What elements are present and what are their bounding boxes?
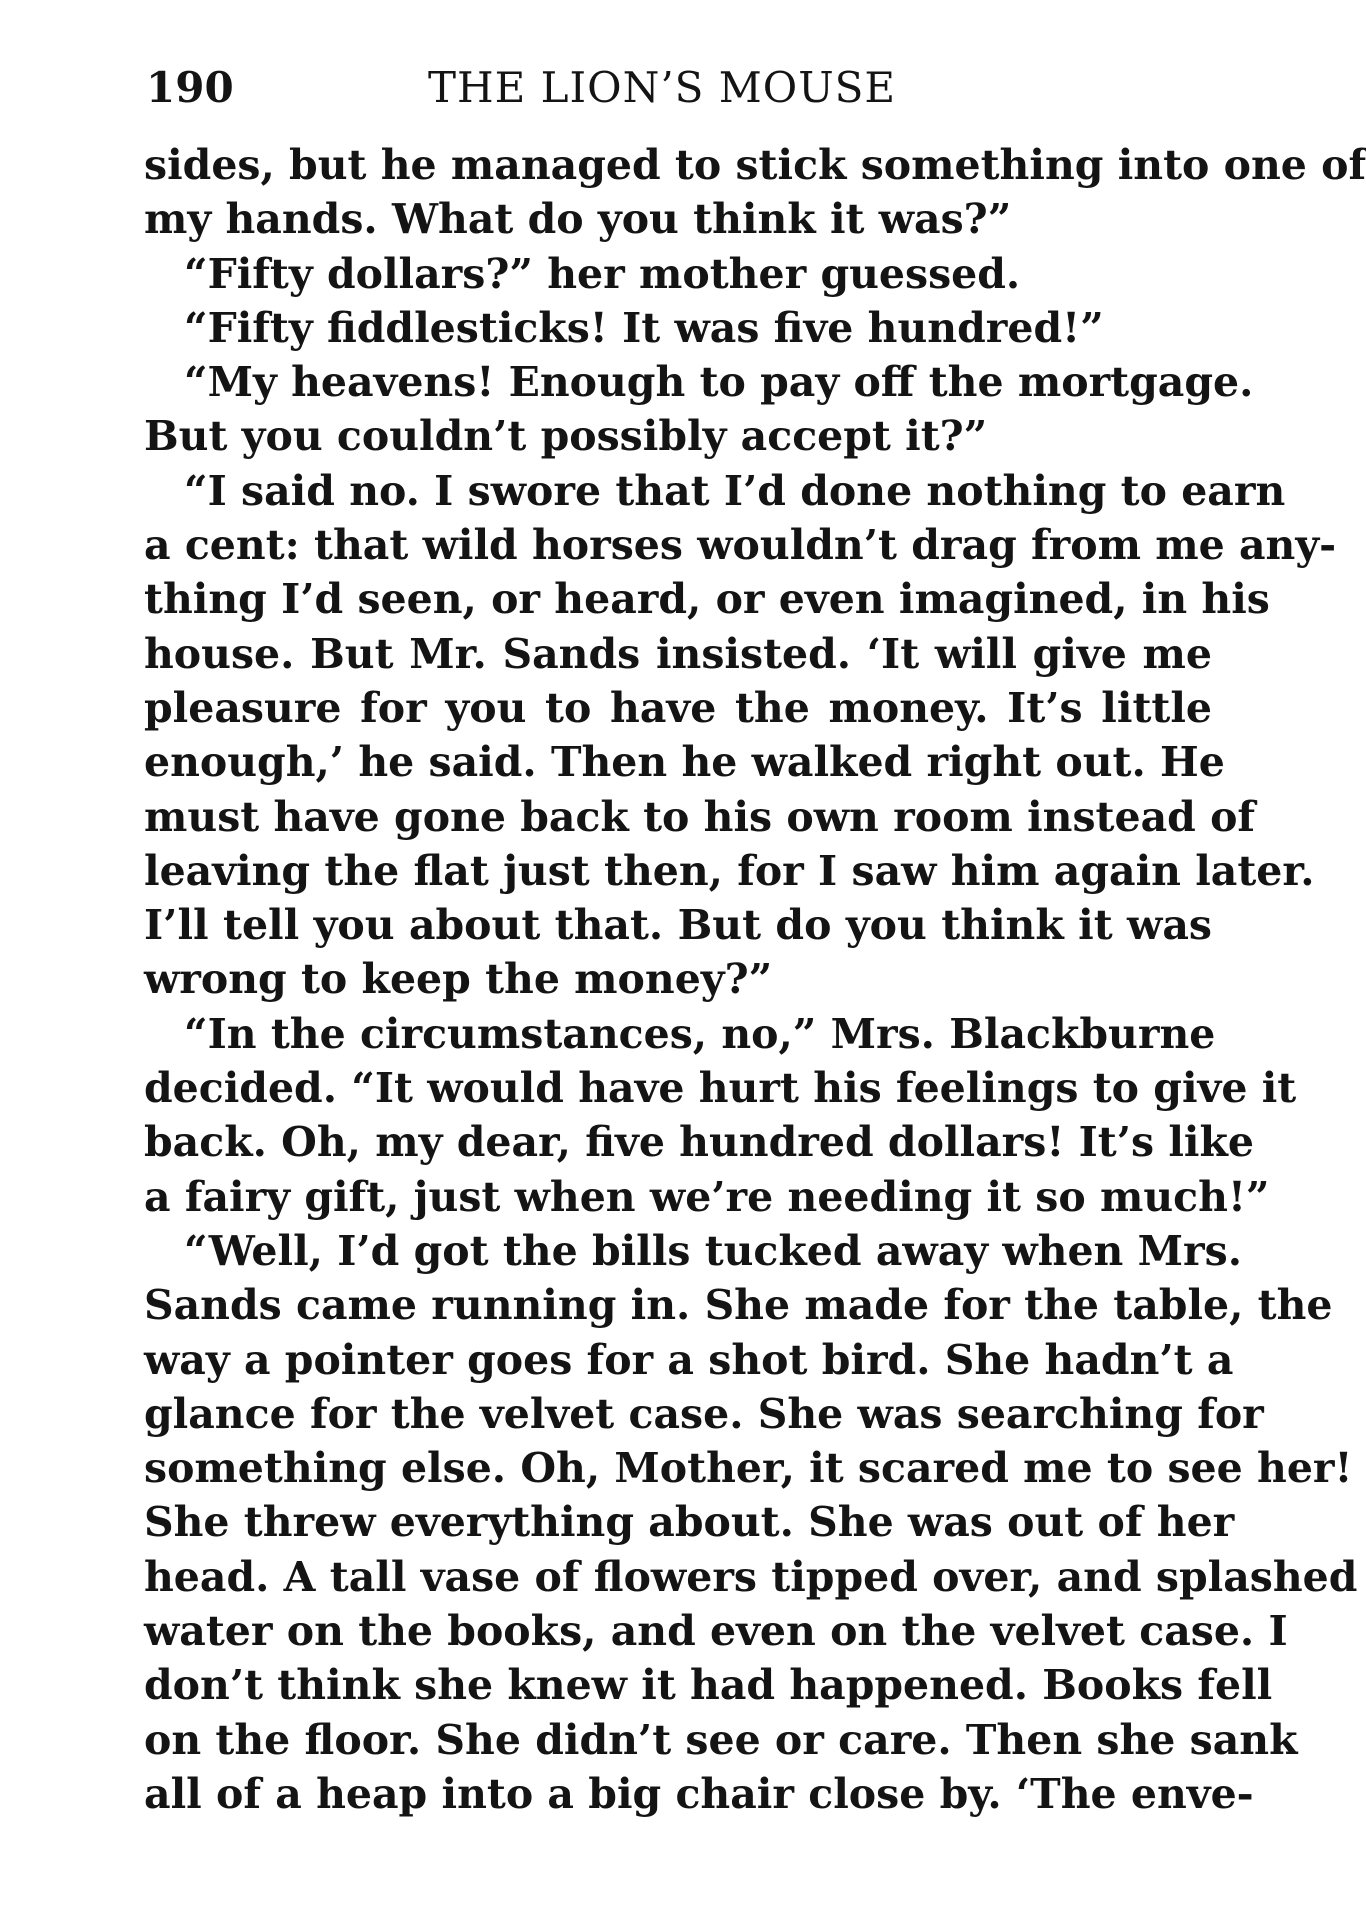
text-line: “Fifty fiddlesticks! It was five hundred!” bbox=[184, 303, 1104, 352]
body-text bbox=[144, 138, 1366, 1821]
text-line: back. Oh, my dear, five hundred dollars! It’s like bbox=[144, 1118, 1254, 1167]
text-line: Sands came running in. She made for the table, the bbox=[144, 1281, 1333, 1330]
text-line: something else. Oh, Mother, it scared me to see her! bbox=[144, 1444, 1353, 1493]
text-line: all of a heap into a big chair close by. ‘The enve- bbox=[144, 1769, 1254, 1818]
text-line: pleasure for you to have the money. It’s little bbox=[144, 683, 1212, 732]
text-line: decided. “It would have hurt his feelings to give it bbox=[144, 1064, 1297, 1113]
text-line: thing I’d seen, or heard, or even imagined, in his bbox=[144, 575, 1270, 624]
text-line: a cent: that wild horses wouldn’t drag from me any- bbox=[144, 521, 1337, 570]
text-line: “Well, I’d got the bills tucked away when Mrs. bbox=[184, 1226, 1242, 1275]
text-line: “Fifty dollars?” her mother guessed. bbox=[184, 249, 1021, 298]
text-line: I’ll tell you about that. But do you think it was bbox=[144, 901, 1212, 950]
text-line: “My heavens! Enough to pay off the mortgage. bbox=[184, 358, 1254, 407]
text-line: must have gone back to his own room instead of bbox=[144, 792, 1256, 841]
page-header bbox=[146, 58, 1210, 118]
text-line: water on the books, and even on the velvet case. I bbox=[144, 1607, 1288, 1656]
text-line: house. But Mr. Sands insisted. ‘It will give me bbox=[144, 629, 1212, 678]
page-number: 190 bbox=[146, 63, 234, 112]
text-line: “I said no. I swore that I’d done nothing to earn bbox=[184, 466, 1286, 515]
text-line: “In the circumstances, no,” Mrs. Blackburne bbox=[184, 1009, 1216, 1058]
text-line: sides, but he managed to stick something into one of bbox=[144, 141, 1366, 189]
running-title: THE LION’S MOUSE bbox=[428, 63, 897, 112]
text-line: glance for the velvet case. She was searching for bbox=[144, 1389, 1264, 1438]
text-line: wrong to keep the money?” bbox=[144, 955, 773, 1004]
text-line: way a pointer goes for a shot bird. She hadn’t a bbox=[144, 1335, 1234, 1384]
text-line: leaving the flat just then, for I saw him again later. bbox=[144, 846, 1315, 895]
text-line: enough,’ he said. Then he walked right out. He bbox=[144, 738, 1225, 787]
text-line: head. A tall vase of flowers tipped over, and splashed bbox=[144, 1552, 1358, 1601]
text-line: my hands. What do you think it was?” bbox=[144, 195, 1012, 244]
text-line: don’t think she knew it had happened. Books fell bbox=[144, 1661, 1273, 1710]
text-line: She threw everything about. She was out of her bbox=[144, 1498, 1235, 1547]
text-line: on the floor. She didn’t see or care. Then she sank bbox=[144, 1715, 1298, 1764]
text-line: a fairy gift, just when we’re needing it so much!” bbox=[144, 1172, 1270, 1221]
text-line: But you couldn’t possibly accept it?” bbox=[144, 412, 988, 461]
